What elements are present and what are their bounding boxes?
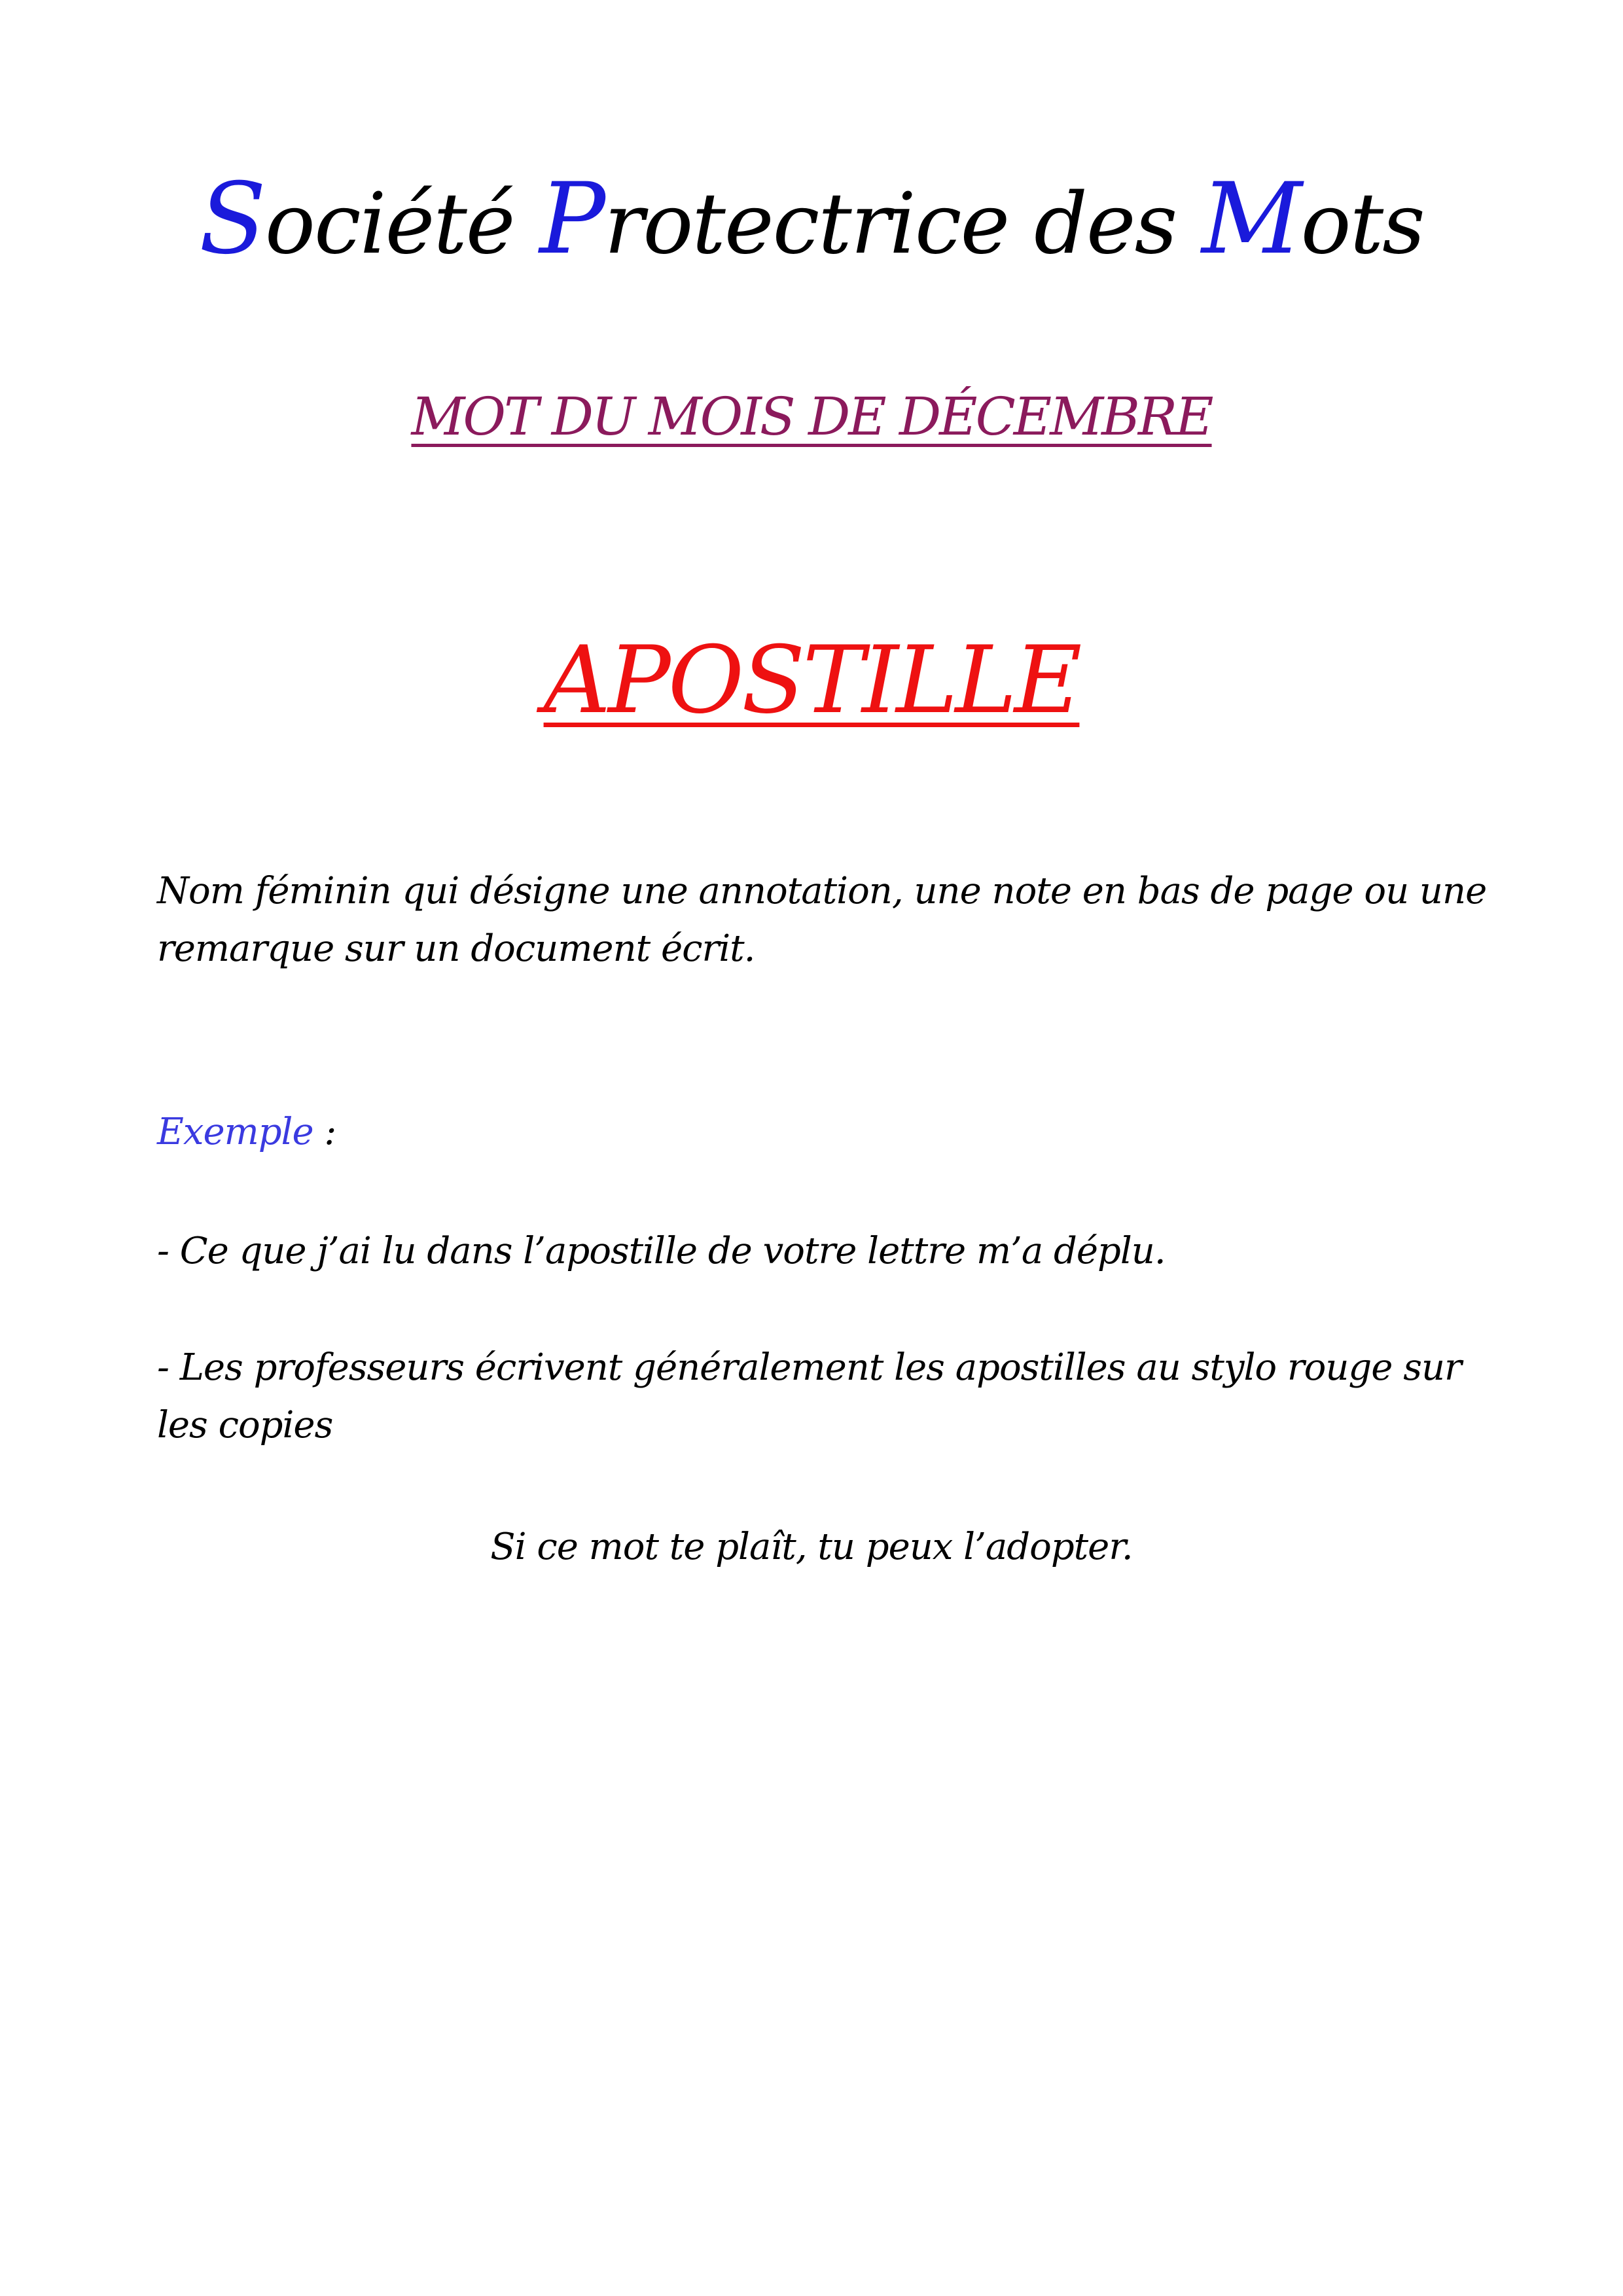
- title-initial-s: S: [199, 162, 265, 276]
- title-rest-1: ociété: [264, 175, 540, 273]
- example-separator: :: [313, 1111, 336, 1153]
- closing-line: Si ce mot te plaît, tu peux l’adopter.: [490, 1526, 1133, 1568]
- title-initial-m: M: [1202, 162, 1301, 276]
- example-heading: [157, 1103, 1492, 1161]
- month-heading: MOT DU MOIS DE DÉCEMBRE: [411, 386, 1212, 447]
- title-initial-p: P: [539, 162, 605, 276]
- example-item-1: - Ce que j’ai lu dans l’apostille de votre lettre m’a déplu.: [157, 1230, 1166, 1272]
- example-item-2: - Les professeurs écrivent généralement les apostilles au stylo rouge sur les copies: [157, 1346, 1461, 1446]
- definition-paragraph: Nom féminin qui désigne une annotation, une note en bas de page ou une remarque sur un document écrit.: [157, 870, 1487, 970]
- example-label: Exemple: [157, 1111, 313, 1153]
- title-rest-2: rotectrice des: [604, 175, 1202, 273]
- organization-title: [0, 164, 1623, 280]
- title-rest-3: ots: [1300, 175, 1424, 273]
- word-of-month: APOSTILLE: [543, 626, 1080, 734]
